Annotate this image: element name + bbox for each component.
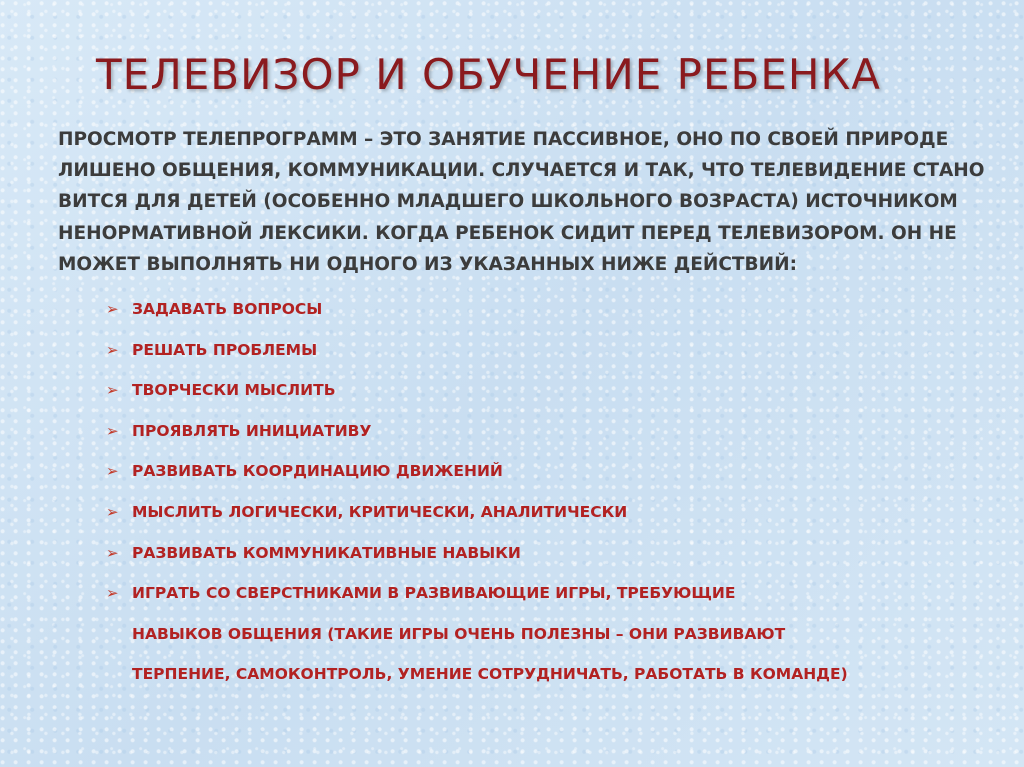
bullet-text: ТВОРЧЕСКИ МЫСЛИТЬ (132, 381, 336, 400)
arrow-bullet-icon: ➢ (106, 584, 119, 603)
arrow-bullet-icon: ➢ (106, 543, 119, 562)
bullet-text: ТЕРПЕНИЕ, САМОКОНТРОЛЬ, УМЕНИЕ СОТРУДНИЧАТЬ, РАБОТАТЬ В КОМАНДЕ) (132, 665, 848, 684)
list-item (106, 462, 986, 503)
arrow-bullet-icon: ➢ (106, 502, 119, 521)
intro-line: ЛИШЕНО ОБЩЕНИЯ, КОММУНИКАЦИИ. СЛУЧАЕТСЯ И ТАК, ЧТО ТЕЛЕВИДЕНИЕ СТАНО (58, 160, 985, 182)
intro-line: МОЖЕТ ВЫПОЛНЯТЬ НИ ОДНОГО ИЗ УКАЗАННЫХ НИЖЕ ДЕЙСТВИЙ: (58, 253, 798, 275)
intro-line: НЕНОРМАТИВНОЙ ЛЕКСИКИ. КОГДА РЕБЕНОК СИДИТ ПЕРЕД ТЕЛЕВИЗОРОМ. ОН НЕ (58, 222, 957, 244)
list-item (106, 503, 986, 544)
arrow-bullet-icon: ➢ (106, 300, 119, 318)
list-item (106, 422, 986, 463)
list-item (106, 381, 986, 422)
arrow-bullet-icon: ➢ (106, 421, 119, 440)
bullet-text: ЗАДАВАТЬ ВОПРОСЫ (132, 300, 323, 318)
bullet-list (106, 300, 986, 706)
list-item-continuation (106, 665, 986, 706)
list-item (106, 584, 986, 625)
bullet-text: РАЗВИВАТЬ КООРДИНАЦИЮ ДВИЖЕНИЙ (132, 462, 503, 481)
intro-line: ПРОСМОТР ТЕЛЕПРОГРАММ – ЭТО ЗАНЯТИЕ ПАССИВНОЕ, ОНО ПО СВОЕЙ ПРИРОДЕ (58, 129, 949, 150)
intro-paragraph (58, 124, 998, 280)
bullet-text: РАЗВИВАТЬ КОММУНИКАТИВНЫЕ НАВЫКИ (132, 543, 521, 562)
arrow-bullet-icon: ➢ (106, 462, 119, 481)
list-item (106, 544, 986, 585)
bullet-text: ИГРАТЬ СО СВЕРСТНИКАМИ В РАЗВИВАЮЩИЕ ИГРЫ, ТРЕБУЮЩИЕ (132, 584, 736, 603)
arrow-bullet-icon: ➢ (106, 381, 119, 400)
bullet-text: НАВЫКОВ ОБЩЕНИЯ (ТАКИЕ ИГРЫ ОЧЕНЬ ПОЛЕЗНЫ – ОНИ РАЗВИВАЮТ (132, 624, 786, 643)
list-item (106, 341, 986, 382)
bullet-text: МЫСЛИТЬ ЛОГИЧЕСКИ, КРИТИЧЕСКИ, АНАЛИТИЧЕСКИ (132, 502, 628, 521)
list-item (106, 300, 986, 341)
slide-title: ТЕЛЕВИЗОР И ОБУЧЕНИЕ РЕБЕНКА (96, 50, 882, 99)
list-item-continuation (106, 625, 986, 666)
intro-line: ВИТСЯ ДЛЯ ДЕТЕЙ (ОСОБЕННО МЛАДШЕГО ШКОЛЬНОГО ВОЗРАСТА) ИСТОЧНИКОМ (58, 191, 958, 213)
arrow-bullet-icon: ➢ (106, 340, 119, 359)
bullet-text: РЕШАТЬ ПРОБЛЕМЫ (132, 340, 318, 359)
bullet-text: ПРОЯВЛЯТЬ ИНИЦИАТИВУ (132, 421, 372, 440)
